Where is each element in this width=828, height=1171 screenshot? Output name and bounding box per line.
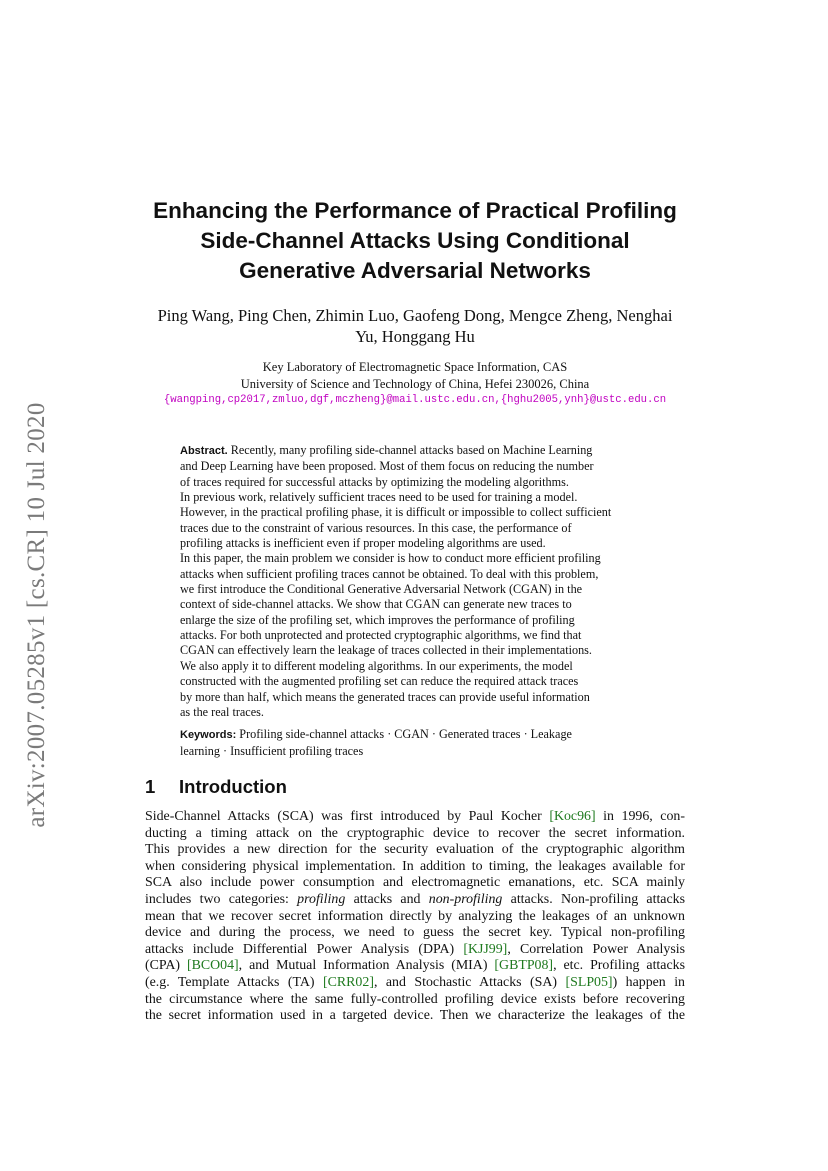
keywords-line: learning · Insufficient profiling traces — [180, 743, 364, 758]
body-line: mean that we recover secret information directly by analyzing the leakages of an unknown — [145, 908, 685, 924]
abstract-line: we first introduce the Conditional Generative Adversarial Network (CGAN) in the — [180, 582, 583, 597]
abstract-line: constructed with the augmented profiling set can reduce the required attack traces — [180, 674, 579, 689]
abstract-line: and Deep Learning have been proposed. Most of them focus on reducing the number — [180, 459, 594, 474]
body-line: attacks include Differential Power Analysis (DPA) [KJJ99], Correlation Power Analysis — [145, 941, 685, 957]
abstract-line: profiling attacks is inefficient even if proper modeling algorithms are used. — [180, 536, 546, 551]
citation-link[interactable]: [CRR02] — [323, 974, 374, 990]
author-line: Yu, Honggang Hu — [355, 327, 475, 346]
arxiv-identifier-text: arXiv:2007.05285v1 [cs.CR] 10 Jul 2020 — [23, 402, 50, 828]
section-number: 1 — [145, 776, 156, 797]
body-line: (CPA) [BCO04], and Mutual Information Analysis (MIA) [GBTP08], etc. Profiling attacks — [145, 958, 685, 974]
title-line: Generative Adversarial Networks — [239, 258, 591, 283]
citation-link[interactable]: [GBTP08] — [494, 958, 554, 974]
paper-title — [130, 196, 700, 286]
title-line: Side-Channel Attacks Using Conditional — [200, 228, 630, 253]
section-title-text: Introduction — [179, 776, 287, 797]
abstract-line: attacks. For both unprotected and protected cryptographic algorithms, we find that — [180, 628, 582, 643]
abstract-label: Abstract. — [180, 445, 228, 457]
abstract-text: Recently, many profiling side-channel attacks based on Machine Learning — [230, 443, 593, 457]
citation-link[interactable]: [Koc96] — [549, 809, 596, 824]
abstract-line: as the real traces. — [180, 704, 264, 719]
keywords-label: Keywords: — [180, 729, 237, 742]
arxiv-identifier — [12, 375, 62, 855]
author-list — [130, 305, 700, 347]
abstract — [180, 443, 650, 759]
citation-link[interactable]: [KJJ99] — [463, 941, 508, 957]
abstract-line: enlarge the size of the profiling set, which improves the performance of profiling — [180, 612, 575, 627]
abstract-line: attacks when sufficient profiling traces cannot be obtained. To deal with this problem, — [180, 566, 599, 581]
introduction-body — [145, 809, 685, 1025]
body-line: when considering physical implementation. In addition to timing, the leakages available for — [145, 858, 685, 874]
citation-link[interactable]: [SLP05] — [565, 974, 613, 990]
body-line: (e.g. Template Attacks (TA) [CRR02], and Stochastic Attacks (SA) [SLP05]) happen in — [145, 974, 685, 990]
section-heading — [145, 776, 287, 798]
abstract-line: by more than half, which means the generated traces can provide useful information — [180, 689, 590, 704]
body-line: SCA also include power consumption and electromagnetic emanations, etc. SCA mainly — [145, 875, 685, 891]
affiliation-block — [130, 359, 700, 409]
author-emails: {wangping,cp2017,zmluo,dgf,mczheng}@mail.ustc.edu.cn,{hghu2005,ynh}@ustc.edu.cn — [163, 394, 667, 406]
keywords-text: Profiling side-channel attacks · CGAN · Generated traces · Leakage — [239, 727, 572, 742]
body-line: device and during the process, we need to guess the secret key. Typical non-profiling — [145, 925, 685, 941]
body-line: Side-Channel Attacks (SCA) was first introduced by Paul Kocher [Koc96] in 1996, con- — [145, 809, 685, 824]
body-line: includes two categories: profiling attacks and non-profiling attacks. Non-profiling attacks — [145, 891, 685, 907]
affiliation-line: Key Laboratory of Electromagnetic Space Information, CAS — [262, 360, 568, 374]
author-line: Ping Wang, Ping Chen, Zhimin Luo, Gaofeng Dong, Mengce Zheng, Nenghai — [157, 306, 673, 325]
body-line: the secret information used in a targeted device. Then we characterize the leakages of the — [145, 1008, 685, 1024]
body-line: This provides a new direction for the security evaluation of the cryptographic algorithm — [145, 842, 685, 858]
abstract-line: However, in the practical profiling phase, it is difficult or impossible to collect sufficient — [180, 505, 612, 520]
body-line: the circumstance where the same fully-controlled profiling device exists before recovering — [145, 991, 685, 1007]
keywords — [180, 727, 650, 759]
affiliation-line: University of Science and Technology of China, Hefei 230026, China — [240, 376, 590, 391]
abstract-line: context of side-channel attacks. We show that CGAN can generate new traces to — [180, 597, 572, 612]
keywords-line — [180, 727, 650, 743]
abstract-line: traces due to the constraint of various resources. In this case, the performance of — [180, 520, 572, 535]
citation-link[interactable]: [BCO04] — [186, 958, 239, 974]
abstract-line — [180, 443, 650, 459]
title-line: Enhancing the Performance of Practical Profiling — [153, 198, 677, 223]
abstract-line: In this paper, the main problem we consider is how to conduct more efficient profiling — [180, 551, 601, 566]
abstract-line: In previous work, relatively sufficient traces need to be used for training a model. — [180, 490, 578, 505]
abstract-line: CGAN can effectively learn the leakage of traces collected in their implementations. — [180, 643, 592, 658]
abstract-line: We also apply it to different modeling algorithms. In our experiments, the model — [180, 658, 573, 673]
abstract-line: of traces required for successful attacks by optimizing the modeling algorithms. — [180, 474, 569, 489]
body-line: ducting a timing attack on the cryptographic device to recover the secret information. — [145, 825, 685, 841]
